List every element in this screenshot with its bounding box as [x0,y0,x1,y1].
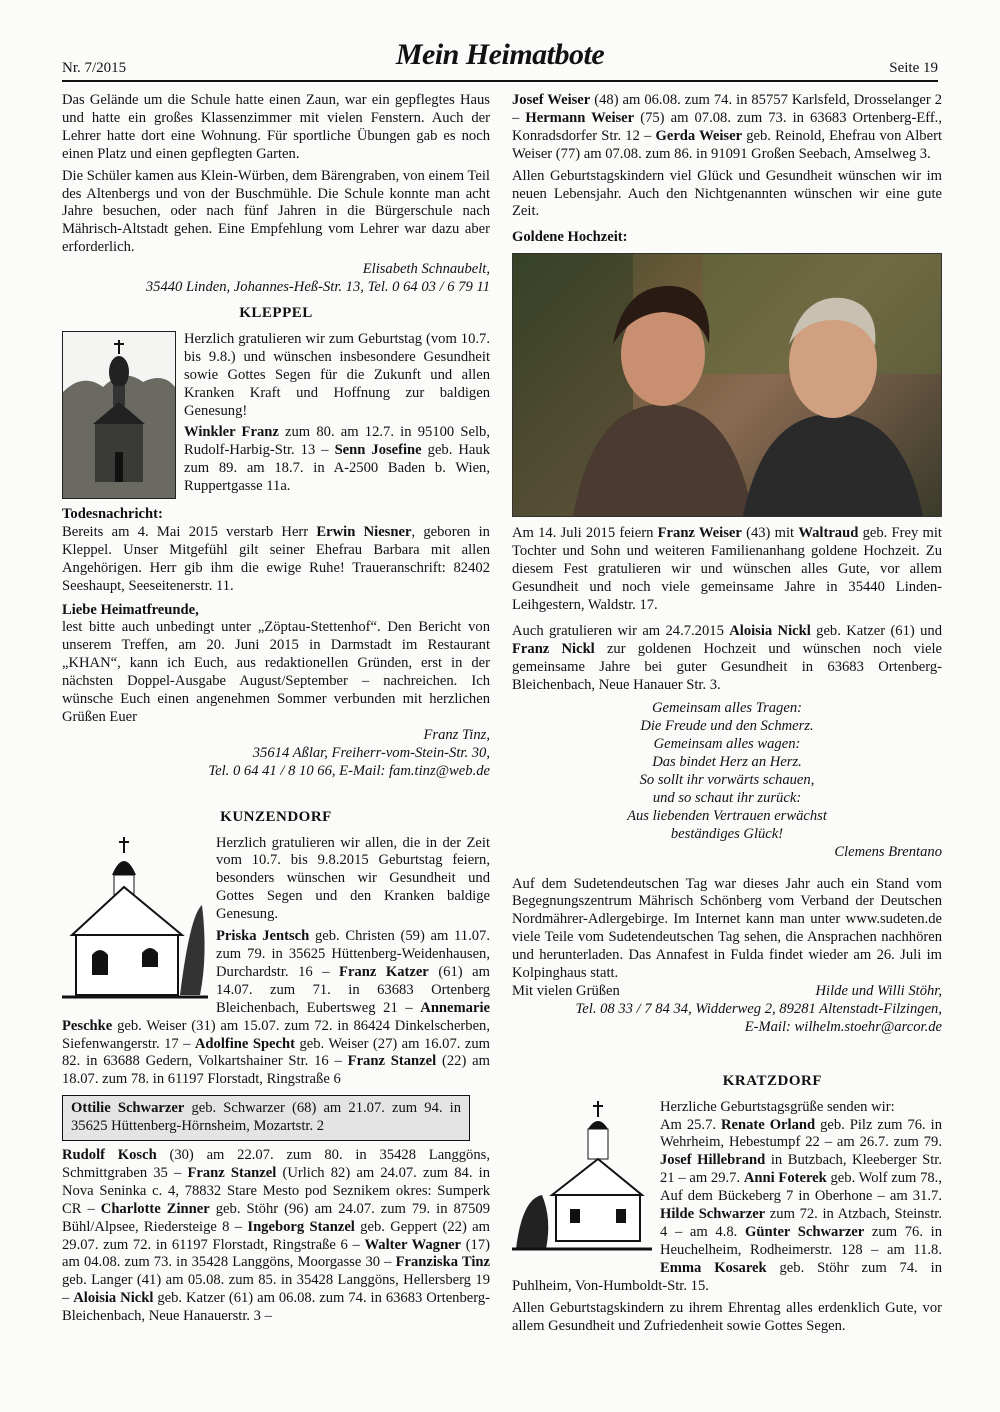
kratzdorf-closing: Allen Geburtstagskindern zu ihrem Ehrentag alles erdenklich Gute, vor allem Gesundheit und Zufriedenheit sowie Gottes Segen. [512,1299,942,1334]
kleppel-birthdays: Winkler Franz zum 80. am 12.7. in 95100 Selb, Rudolf-Harbig-Str. 13 – Senn Josefine geb. Hauk zum 89. am 18.7. in A-2500 Baden b. Wien, Ruppertgasse 11a. [184,424,490,495]
letter-text: lest bitte auch unbedingt unter „Zöptau-Stettenhof“. Den Bericht von unserem Treffen, am 20. Juni 2015 in Darmstadt im Restaurant „KHAN“, kann ich Euch, aus redaktionellen Gründen, erst in der nächsten Doppel-Ausgabe August/September – nachreichen. Ich wünsche Euch einen angenehmen Sommer verbunden mit herzlichen Grüßen Euer [62,619,490,725]
kunzendorf-greeting: Herzlich gratulieren wir allen, die in der Zeit vom 10.7. bis 9.8.2015 Geburtstag feiern, besonders wünschen wir Gesundheit und Gottes Segen und den Kranken baldige Genesung. [216,834,490,923]
golden-wedding-title: Goldene Hochzeit: [512,229,628,246]
signature-address: 35440 Linden, Johannes-Heß-Str. 13, Tel. 0 64 03 / 6 79 11 [145,279,490,296]
signature-name: Elisabeth Schnaubelt, [362,261,490,278]
greeting-left: Mit vielen Grüßen [512,983,620,999]
greeting-line [512,983,942,1001]
section-title-kunzendorf: KUNZENDORF [220,808,332,825]
letter-signature: Franz Tinz, [423,726,490,743]
poem-line: Aus liebenden Vertrauen erwächst [627,807,827,824]
greeting-email: E-Mail: wilhelm.stoehr@arcor.de [744,1018,942,1035]
poem-line: Gemeinsam alles Tragen: [652,700,802,717]
chapel-image [62,835,208,1005]
poem-line: Die Freude und den Schmerz. [640,718,814,735]
kratzdorf-birthdays: Am 25.7. Renate Orland geb. Pilz zum 76. in Wehrheim, Hebestumpf 22 – am 26.7. zum 79. Josef Hillebrand in Butzbach, Kleeberger Str. 21 – am 29.7. Anni Foterek geb. Wolf zum 78., Auf dem Bückeberg 7 in Oberhone – am 31.7. Hilde Schwarzer zum 72. in Atzbach, Steinstr. 4 – am 4.8. Günter Schwarzer zum 76. in Heuchelheim, Rodheimerstr. 128 – am 11.8. Emma Kosarek geb. Stöhr zum 74. in Puhlheim, Von-Humboldt-Str. 15. [512,1116,943,1294]
intro-paragraph-1: Das Gelände um die Schule hatte einen Zaun, war ein gepflegtes Haus und hatte ein großes Klassenzimmer mit vielen Fenstern. Auch der Lehrer hatte dort eine Wohnung. Für sportliche Übungen gab es noch einen Platz und einen gepflegten Garten. [62,92,490,162]
church-tower-image [62,331,176,499]
poem-line: beständiges Glück! [670,825,784,842]
poem-line: So sollt ihr vorwärts schauen, [639,772,815,789]
chapel-drawing [62,835,208,1005]
issue-number: Nr. 7/2015 [62,60,127,76]
poem-author: Clemens Brentano [834,843,942,860]
kratzdorf-church-image [512,1099,652,1259]
greeting-address: Tel. 08 33 / 7 84 34, Widderweg 2, 89281 Altenstadt-Filzingen, [575,1000,942,1017]
birthday-wishes: Allen Geburtstagskindern viel Glück und Gesundheit wünschen wir im neuen Lebensjahr. Auch den Nichtgenannten wünschen wir eine gute Zeit. [512,167,942,220]
kleppel-greeting: Herzlich gratulieren wir zum Geburtstag (vom 10.7. bis 9.8.) und wünschen insbesondere Gesundheit sowie Gottes Segen für die Zukunft und allen Kranken Kraft und Hoffnung zur baldigen Genesung! [184,330,490,419]
section-title-kratzdorf: KRATZDORF [722,1072,822,1089]
poem-line: Gemeinsam alles wagen: [653,736,801,753]
header-rule [62,80,938,82]
couple-photo [512,253,942,517]
kratzdorf-church-drawing [512,1099,652,1259]
golden-wedding-text-2: Auch gratulieren wir am 24.7.2015 Aloisia Nickl geb. Katzer (61) und Franz Nickl zur goldenen Hochzeit und wünschen noch viele gemeinsame Jahre bei guter Gesundheit in 63683 Ortenberg-Bleichenbach, Neue Hanauer Str. 3. [512,622,943,693]
kratzdorf-greeting: Herzliche Geburtstagsgrüße senden wir: [660,1098,895,1115]
poem [512,700,942,843]
letter-address: 35614 Aßlar, Freiherr-vom-Stein-Str. 30, [252,744,490,761]
right-column [512,92,942,1339]
letter-contact: Tel. 0 64 41 / 8 10 66, E-Mail: fam.tinz@web.de [208,762,490,779]
masthead-logo: Mein Heimatbote [395,38,605,71]
highlight-box: Ottilie Schwarzer geb. Schwarzer (68) am 21.07. zum 94. in 35625 Hüttenberg-Hörnsheim, Mozartstr. 2 [62,1095,470,1141]
intro-paragraph-2: Die Schüler kamen aus Klein-Würben, dem Bärengraben, von einem Teil des Altenbergs und von der Buschmühle. Die Schule konnte man acht Jahre besuchen, oder nach fünf Jahren in die Bürgerschule nach Mährisch-Altstadt gehen. Eine Empfehlung vom Lehrer war dazu aber erforderlich. [62,167,490,256]
letter-title: Liebe Heimatfreunde, [62,601,199,618]
golden-wedding-text-1: Am 14. Juli 2015 feiern Franz Weiser (43) mit Waltraud geb. Frey mit Tochter und Sohn und weiteren Familienanhang goldene Hochzeit. Zu diesem Fest gratulieren wir und wünschen alles Gute, vor allem Gesundheit und noch viele gemeinsame Jahre in 35440 Linden-Leihgestern, Waldstr. 17. [512,525,942,613]
left-column [62,92,490,1330]
greeting-right: Hilde und Willi Stöhr, [815,983,942,999]
poem-line: und so schaut ihr zurück: [652,789,802,806]
church-tower-drawing [63,332,175,498]
birthday-list: Rudolf Kosch (30) am 22.07. zum 80. in 35428 Langgöns, Schmittgraben 35 – Franz Stanzel (Urlich 82) am 24.07. zum 84. in Nova Seninka c. 4, 78832 Stare Mesto pod Seznikem okres: Sumperk CR – Charlotte Zinner geb. Stöhr (96) am 24.07. zum 79. in 87509 Bühl/Alpsee, Riedersteige 8 – Ingeborg Stanzel geb. Geppert (22) am 29.07. zum 72. in 61197 Florstadt, Ringstraße 6 – Walter Wagner (17) am 04.08. zum 73. in 35428 Langgöns, Moorgasse 30 – Franziska Tinz geb. Langer (41) am 05.08. zum 85. in 35428 Langgöns, Hellersberg 19 – Aloisia Nickl geb. Katzer (61) am 06.08. zum 74. in 63683 Ortenberg-Bleichenbach, Neue Hanauerstr. 3 – [62,1147,491,1325]
poem-line: Das bindet Herz an Herz. [652,754,802,771]
weiser-birthdays: Josef Weiser (48) am 06.08. zum 74. in 85757 Karlsfeld, Drosselanger 2 – Hermann Weiser (75) am 07.08. zum 73. in 63683 Ortenberg-Eff., Konradsdorfer Str. 12 – Gerda Weiser geb. Reinold, Ehefrau von Albert Weiser (77) am 07.08. zum 86. in 91091 Großen Seebach, Amselweg 3. [512,92,943,162]
section-title-kleppel: KLEPPEL [239,304,313,321]
sudeten-text: Auf dem Sudetendeutschen Tag war dieses Jahr auch ein Stand vom Begegnungszentrum Mährisch Schönberg vom Verband der Deutschen Nordmährer-Adlergebirge. Im Internet kann man unter www.sudeten.de viele Teile vom Sudetendeutschen Tag sehen, die Ansprachen nachhören und herunterladen. Das Annafest in Fulda findet wieder am 26. Juli im Kolpinghaus statt. [512,875,942,982]
page-number: Seite 19 [889,60,938,76]
obituary-text: Bereits am 4. Mai 2015 verstarb Herr Erwin Niesner, geboren in Kleppel. Unser Mitgefühl gilt seiner Ehefrau Barbara mit allen Angehörigen. Herr gib ihm die ewige Ruhe! Traueranschrift: 82402 Seeshaupt, Seeseitenerstr. 11. [62,523,490,594]
kunzendorf-birthdays: Priska Jentsch geb. Christen (59) am 11.07. zum 79. in 35625 Hüttenberg-Weidenhausen, Durchardstr. 16 – Franz Katzer (61) am 14.07. zum 71. in 63683 Ortenberg Bleichenbach, Eubertsweg 21 – Annemarie Peschke geb. Weiser (31) am 15.07. zum 72. in 86424 Dinkelscherben, Siefenwangerstr. 17 – Adolfine Specht geb. Weiser (27) am 16.07. zum 82. in 63688 Gedern, Volkartshainer Str. 16 – Franz Stanzel (22) am 18.07. zum 78. in 61197 Florstadt, Ringstraße 6 [62,928,490,1088]
couple-photo-drawing [513,254,941,516]
obituary-title: Todesnachricht: [62,506,163,523]
